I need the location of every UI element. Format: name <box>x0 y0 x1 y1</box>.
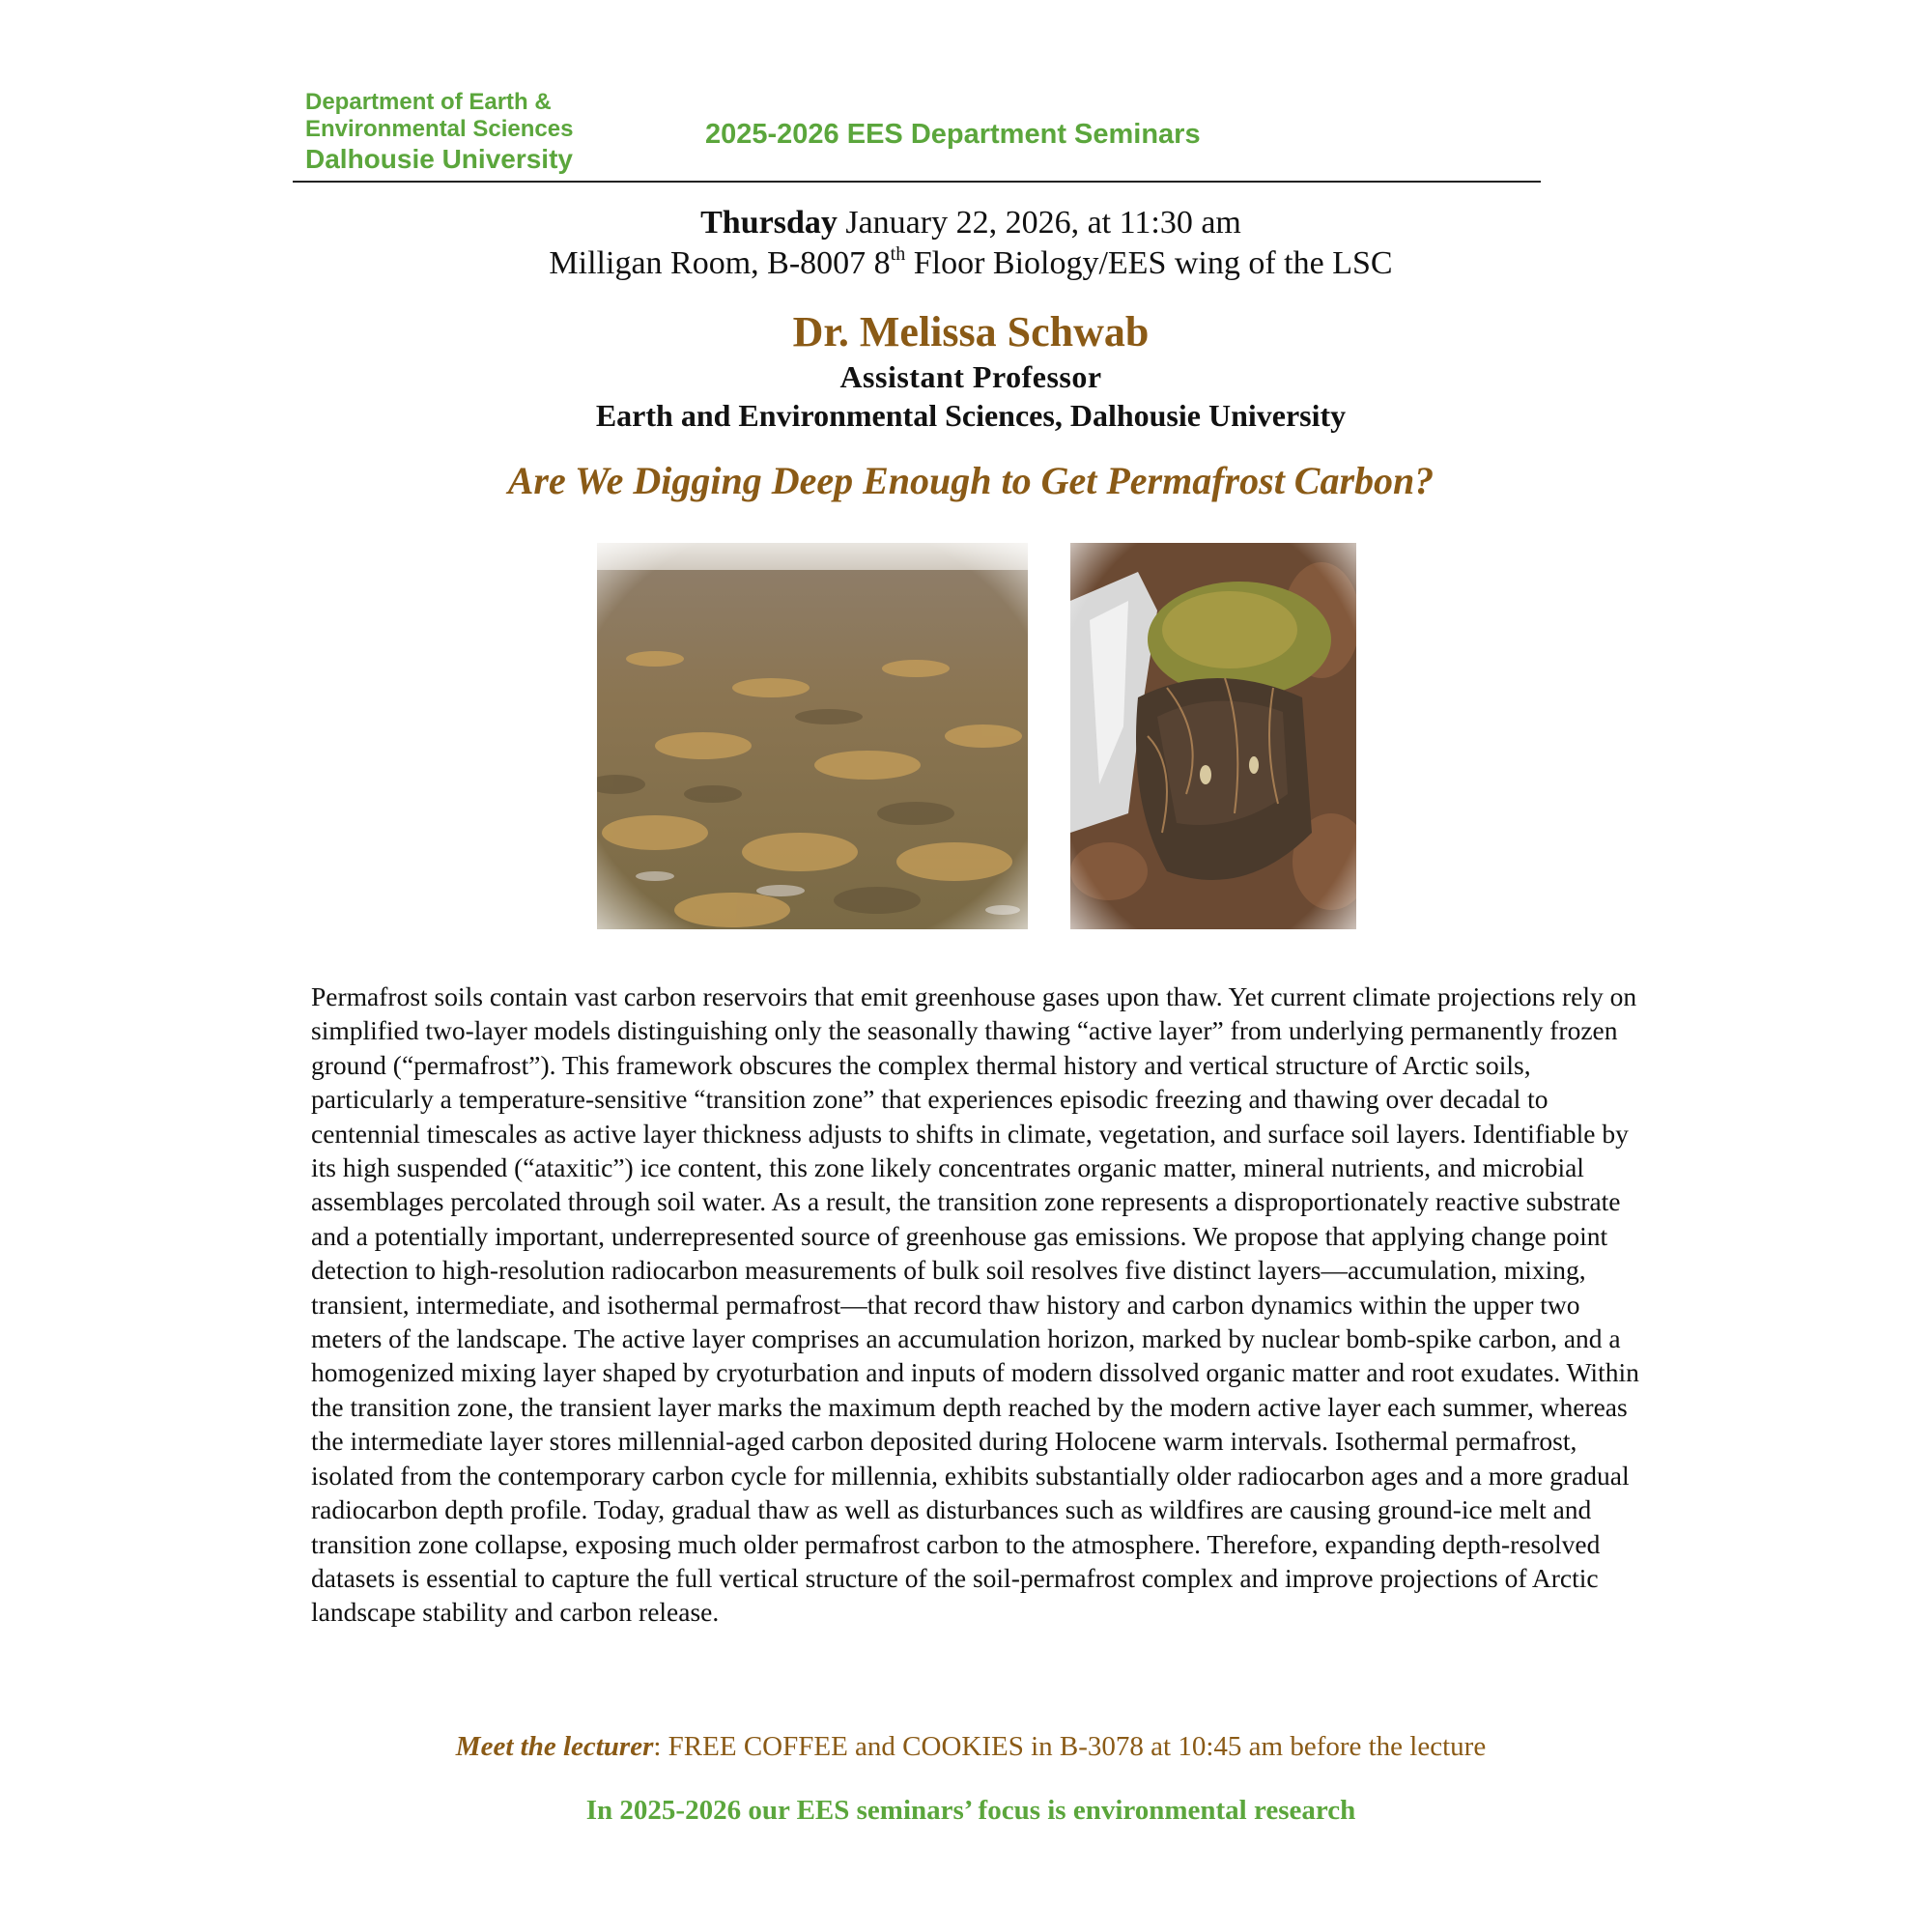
talk-title: Are We Digging Deep Enough to Get Permafrost Carbon? <box>507 459 1435 502</box>
event-date <box>0 205 1932 242</box>
tundra-landscape-photo <box>597 543 1028 929</box>
department-header <box>305 89 573 175</box>
university-name: Dalhousie University <box>305 144 573 175</box>
meet-label: Meet the lecturer <box>455 1731 654 1762</box>
event-location <box>0 245 1932 282</box>
seminar-focus: In 2025-2026 our EES seminars’ focus is environmental research <box>585 1795 1356 1826</box>
event-date-time: January 22, 2026, at 11:30 am <box>837 205 1241 241</box>
abstract-text: Permafrost soils contain vast carbon reservoirs that emit greenhouse gases upon thaw. Yet current climate projections rely on simplified two-layer models distinguishing only the seasonally thawing “active layer” from underlying permanently frozen ground (“permafrost”). This framework obscures the complex thermal history and vertical structure of Arctic soils, particularly a temperature-sensitive “transition zone” that experiences episodic freezing and thawing over decadal to centennial timescales as active layer thickness adjusts to shifts in climate, vegetation, and surface soil layers. Identifiable by its high suspended (“ataxitic”) ice content, this zone likely concentrates organic matter, mineral nutrients, and microbial assemblages percolated through soil water. As a result, the transition zone represents a disproportionately reactive substrate and a potentially important, underrepresented source of greenhouse gas emissions. We propose that applying change point detection to high-resolution radiocarbon measurements of bulk soil resolves five distinct layers—accumulation, mixing, transient, intermediate, and isothermal permafrost—that record thaw history and carbon dynamics within the upper two meters of the landscape. The active layer comprises an accumulation horizon, marked by nuclear bomb-spike carbon, and a homogenized mixing layer shaped by cryoturbation and inputs of modern dissolved organic matter and root exudates. Within the transition zone, the transient layer marks the maximum depth reached by the modern active layer each summer, whereas the intermediate layer stores millennial-aged carbon deposited during Holocene warm intervals. Isothermal permafrost, isolated from the contemporary carbon cycle for millennia, exhibits substantially older radiocarbon ages and a more gradual radiocarbon depth profile. Today, gradual thaw as well as disturbances such as wildfires are causing ground-ice melt and transition zone collapse, exposing much older permafrost carbon to the atmosphere. Therefore, expanding depth-resolved datasets is essential to capture the full vertical structure of the soil-permafrost complex and improve projections of Arctic landscape stability and carbon release. <box>311 981 1639 1628</box>
event-day: Thursday <box>700 205 838 241</box>
meet-the-lecturer <box>0 1731 1932 1763</box>
header-divider <box>293 181 1541 183</box>
department-line-2: Environmental Sciences <box>305 115 574 142</box>
room-prefix: Milligan Room, B-8007 8 <box>549 245 891 281</box>
room-superscript: th <box>890 243 906 265</box>
soil-sample-photo <box>1070 543 1356 929</box>
meet-details: : FREE COFFEE and COOKIES in B-3078 at 10:45 am before the lecture <box>653 1731 1487 1762</box>
speaker-affiliation: Earth and Environmental Sciences, Dalhousie University <box>595 398 1347 433</box>
room-suffix: Floor Biology/EES wing of the LSC <box>905 245 1393 281</box>
speaker-name: Dr. Melissa Schwab <box>792 308 1150 355</box>
speaker-role: Assistant Professor <box>839 359 1102 394</box>
series-title: 2025-2026 EES Department Seminars <box>705 119 1201 150</box>
department-line-1: Department of Earth & <box>305 89 552 115</box>
